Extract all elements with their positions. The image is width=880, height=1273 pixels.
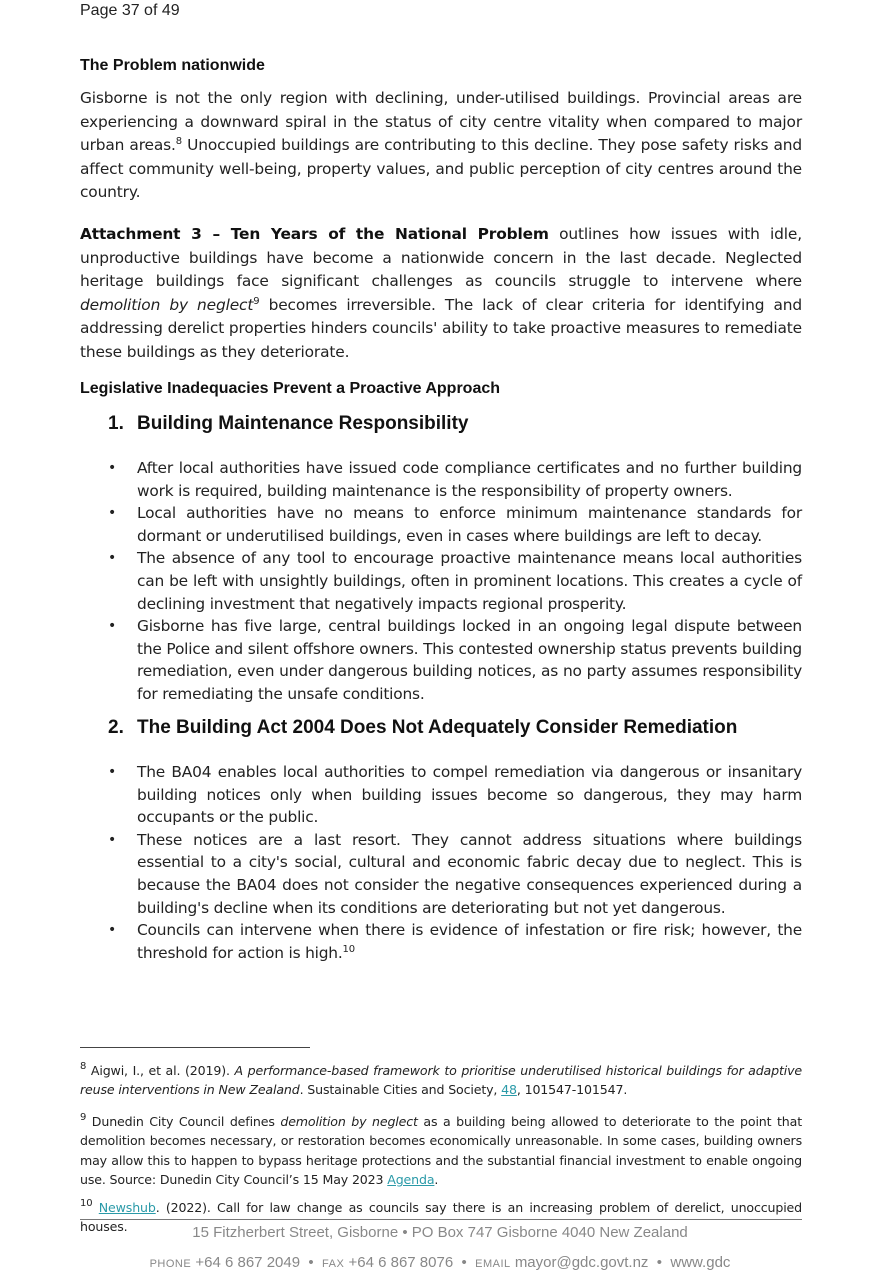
page-number: Page 37 of 49: [80, 2, 180, 19]
footer-separator: •: [656, 1254, 663, 1271]
list-item: [80, 547, 802, 615]
footer-divider: [80, 1219, 802, 1220]
footnote-8-marker: 8: [80, 1061, 87, 1072]
heading-2-number: 2.: [108, 717, 124, 738]
section-heading-problem-nationwide: The Problem nationwide: [80, 57, 265, 74]
footnote-9-text-a: Dunedin City Council defines: [86, 1114, 281, 1129]
para1-text-b: Unoccupied buildings are contributing to this decline. They pose safety risks and affect community well-being, property values, and public perception of city centres around the country.: [80, 136, 802, 202]
bullet-text: Gisborne has five large, central buildings locked in an ongoing legal dispute between the Police and silent offshore owners. This contested ownership status prevents building remediation, even under dangerous building notices, as no party assumes responsibility for remediating the unsafe conditions.: [137, 617, 802, 703]
phone-label: PHONE: [149, 1258, 192, 1270]
footnote-9-term: demolition by neglect: [280, 1114, 418, 1129]
paragraph-problem-nationwide: [80, 87, 802, 205]
email-label: EMAIL: [475, 1258, 511, 1270]
footnote-9-agenda-link[interactable]: Agenda: [387, 1172, 435, 1188]
footnote-8-text-c: , 101547-101547.: [516, 1082, 628, 1098]
bullet-icon: •: [108, 550, 117, 567]
bullet-icon: •: [108, 505, 117, 522]
bullet-list-building-act: [80, 761, 802, 964]
section-heading-legislative-inadequacies: Legislative Inadequacies Prevent a Proactive Approach: [80, 380, 501, 397]
footer-address: 15 Fitzherbert Street, Gisborne • PO Box 747 Gisborne 4040 New Zealand: [192, 1224, 688, 1241]
bullet-icon: •: [108, 460, 117, 476]
footnote-8: [80, 1061, 802, 1100]
demolition-by-neglect-term: demolition by neglect: [80, 295, 254, 314]
para2-text-a: outlines how issues with idle, unproductive buildings have become a nationwide concern in the last decade. Neglected heritage buildings face significant challenges as councils struggle to intervene where: [80, 225, 802, 291]
footnote-8-title: A performance-based framework to prioritise underutilised historical buildings for adaptive reuse interventions in New Zealand: [80, 1063, 802, 1098]
list-item: [80, 919, 802, 964]
bullet-icon: •: [108, 764, 117, 780]
paragraph-attachment-3: [80, 223, 802, 365]
footnote-9-text-c: .: [434, 1172, 439, 1188]
bullet-text: Councils can intervene when there is evidence of infestation or fire risk; however, the threshold for action is high.: [137, 921, 802, 962]
attachment-3-title: Attachment 3 – Ten Years of the National Problem: [80, 225, 549, 243]
footnote-10-newshub-link[interactable]: Newshub: [98, 1200, 156, 1215]
bullet-text: Local authorities have no means to enforce minimum maintenance standards for dormant or underutilised buildings, even in cases where buildings are left to decay.: [137, 504, 802, 545]
footnote-divider: [80, 1047, 310, 1048]
footnote-9-text-b: as a building being allowed to deteriorate to the point that demolition becomes necessary, or restoration becomes economically unreasonable. In some cases, building owners may allow this to happen to bypass heritage protections and the substantial financial investment to enable ongoing use. Source: Dunedin City Council’s 15 May 2023: [80, 1114, 802, 1188]
footer-separator: •: [461, 1254, 467, 1271]
bullet-icon: •: [108, 618, 117, 635]
list-item: [80, 829, 802, 919]
numbered-heading-2: [108, 717, 737, 739]
heading-1-title: Building Maintenance Responsibility: [137, 413, 469, 434]
email-address[interactable]: mayor@gdc.govt.nz: [514, 1254, 649, 1271]
footnote-10-marker: 10: [80, 1198, 93, 1209]
phone-number: +64 6 867 2049: [195, 1254, 301, 1271]
bullet-list-maintenance: [80, 457, 802, 706]
list-item: [80, 761, 802, 829]
bullet-text: These notices are a last resort. They cannot address situations where buildings essential to a city's social, cultural and economic fabric decay due to neglect. This is because the BA04 does not consider the negative consequences experienced during a building's decline when its conditions are deteriorating but not yet dangerous.: [137, 830, 802, 917]
footer-separator: •: [308, 1254, 314, 1271]
footnote-9: [80, 1112, 802, 1190]
list-item: [80, 615, 802, 705]
list-item: [80, 457, 802, 502]
footnote-8-text-b: . Sustainable Cities and Society,: [299, 1082, 502, 1098]
numbered-heading-1: [108, 413, 468, 435]
footnote-ref-8[interactable]: 8: [175, 136, 182, 148]
bullet-icon: •: [108, 831, 117, 848]
list-item: [80, 502, 802, 547]
footnote-10-text: . (2022). Call for law change as councils say there is an increasing problem of derelict, unoccupied houses.: [80, 1200, 802, 1235]
footnote-8-volume-link[interactable]: 48: [501, 1082, 517, 1098]
footnote-ref-10[interactable]: 10: [342, 943, 355, 955]
footer-contact: [0, 1254, 880, 1271]
footnote-9-marker: 9: [80, 1112, 87, 1123]
bullet-text: After local authorities have issued code compliance certificates and no further building work is required, building maintenance is the responsibility of property owners.: [137, 459, 802, 500]
fax-number: +64 6 867 8076: [348, 1254, 454, 1271]
website-address[interactable]: www.gdc: [670, 1254, 731, 1271]
heading-2-title: The Building Act 2004 Does Not Adequately Consider Remediation: [137, 717, 738, 738]
bullet-text: The BA04 enables local authorities to compel remediation via dangerous or insanitary building notices only when building issues become so dangerous, they may harm occupants or the public.: [137, 763, 802, 827]
heading-1-number: 1.: [108, 413, 124, 434]
para2-text-b: becomes irreversible. The lack of clear criteria for identifying and addressing derelict properties hinders councils' ability to take proactive measures to remediate these buildings as they deteriorate.: [80, 295, 802, 361]
footnote-ref-9[interactable]: 9: [253, 295, 260, 307]
fax-label: FAX: [322, 1258, 345, 1270]
bullet-text: The absence of any tool to encourage proactive maintenance means local authorities can be left with unsightly buildings, often in prominent locations. This creates a cycle of declining investment that negatively impacts regional prosperity.: [137, 549, 802, 613]
para1-text-a: Gisborne is not the only region with declining, under-utilised buildings. Provincial areas are experiencing a downward spiral in the status of city centre vitality when compared to major urban areas.: [80, 89, 802, 155]
footnote-8-text-a: Aigwi, I., et al. (2019).: [86, 1063, 235, 1078]
bullet-icon: •: [108, 922, 117, 939]
